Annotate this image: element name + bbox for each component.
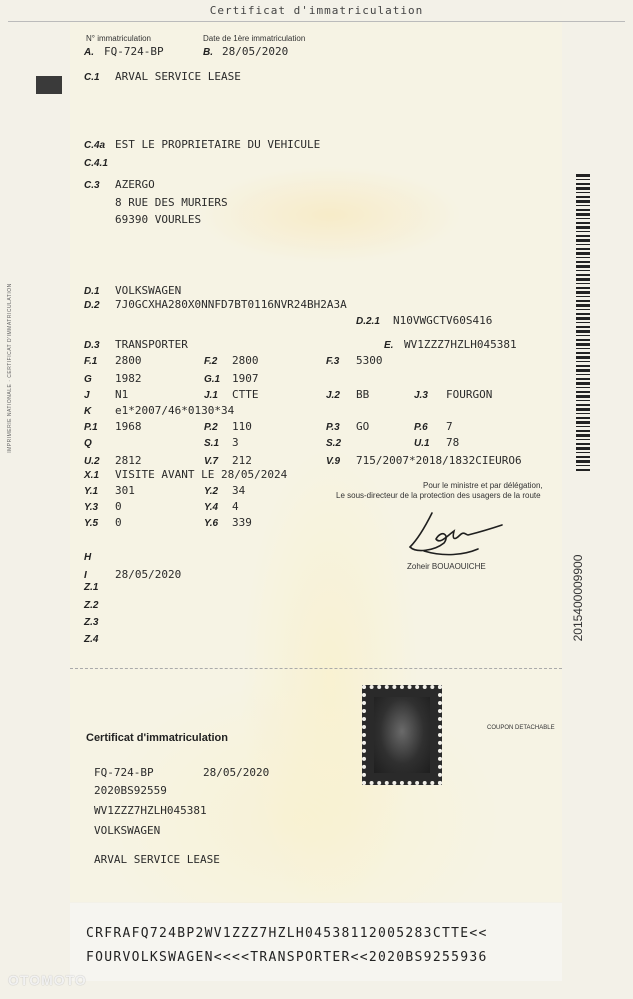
max-mass: 2800 [115, 354, 142, 367]
field-label-J3: J.3 [414, 390, 428, 401]
engine-capacity: 1968 [115, 420, 142, 433]
field-label-Y3: Y.3 [84, 502, 99, 513]
national-genre: CTTE [232, 388, 259, 401]
tax-y4: 4 [232, 500, 239, 513]
field-label-Y2: Y.2 [204, 486, 219, 497]
field-label-V9: V.9 [326, 456, 341, 467]
field-label-Z3: Z.3 [84, 617, 99, 628]
watermark-logo: OTOMOTO [8, 972, 87, 988]
field-label-D3: D.3 [84, 340, 100, 351]
field-label-Y5: Y.5 [84, 518, 99, 529]
combined-mass: 5300 [356, 354, 383, 367]
field-label-G: G [84, 374, 92, 385]
type-approval-number: e1*2007/46*0130*34 [115, 404, 235, 417]
coupon-date: 28/05/2020 [203, 766, 270, 779]
field-label-J1: J.1 [204, 390, 218, 401]
field-label-C4a: C.4a [84, 140, 106, 151]
field-label-S1: S.1 [204, 438, 220, 449]
tax-y3: 0 [115, 500, 122, 513]
address-line-3: 69390 VOURLES [115, 213, 202, 226]
certificate-date: 28/05/2020 [115, 568, 182, 581]
field-label-H: H [84, 552, 92, 563]
field-label-D1: D.1 [84, 286, 100, 297]
field-label-Z2: Z.2 [84, 600, 99, 611]
tax-y2: 34 [232, 484, 246, 497]
national-type-code: N10VWGCTV60S416 [393, 314, 493, 327]
field-label-U1: U.1 [414, 438, 430, 449]
fiscal-power: 7 [446, 420, 453, 433]
variant-code: 7J0GCXHA280X0NNFD7BT0116NVR24BH2A3A [115, 298, 347, 311]
field-label-E: E. [384, 340, 394, 351]
field-label-U2: U.2 [84, 456, 100, 467]
field-label-C41: C.4.1 [84, 158, 108, 169]
field-label-Y1: Y.1 [84, 486, 99, 497]
serial-number: 2015400009900 [571, 554, 585, 642]
coupon-formula-number: 2020BS92559 [94, 784, 167, 797]
mrz-line-2: FOURVOLKSWAGEN<<<<TRANSPORTER<<2020BS9255936 [86, 950, 488, 965]
field-label-A: A. [84, 47, 94, 58]
field-label-Y4: Y.4 [204, 502, 219, 513]
field-label-B: B. [203, 47, 213, 58]
reg-caption: N° immatriculation [86, 34, 151, 43]
black-marker [36, 76, 62, 94]
field-label-P3: P.3 [326, 422, 340, 433]
fuel-type: GO [356, 420, 370, 433]
field-label-S2: S.2 [326, 438, 342, 449]
field-label-X1: X.1 [84, 470, 100, 481]
body-code: BB [356, 388, 370, 401]
signatory-name: Zoheir BOUAOUICHE [407, 562, 486, 571]
field-label-F2: F.2 [204, 356, 218, 367]
seats: 3 [232, 436, 239, 449]
header-divider [8, 21, 625, 22]
model: TRANSPORTER [115, 338, 188, 351]
field-label-Z1: Z.1 [84, 582, 99, 593]
field-label-C3: C.3 [84, 180, 100, 191]
vehicle-category: N1 [115, 388, 129, 401]
engine-speed: 2812 [115, 454, 142, 467]
coupon-registration: FQ-724-BP [94, 766, 154, 779]
field-label-C1: C.1 [84, 72, 100, 83]
registration-number: FQ-724-BP [104, 45, 164, 58]
barcode [576, 174, 590, 472]
vin: WV1ZZZ7HZLH045381 [404, 338, 517, 351]
sound-level: 78 [446, 436, 460, 449]
owner-statement: EST LE PROPRIETAIRE DU VEHICULE [115, 138, 321, 151]
field-label-F1: F.1 [84, 356, 98, 367]
body-type: FOURGON [446, 388, 493, 401]
make: VOLKSWAGEN [115, 284, 182, 297]
environmental-class: 715/2007*2018/1832CIEURO6 [356, 454, 522, 467]
field-label-P1: P.1 [84, 422, 98, 433]
field-label-D21: D.2.1 [356, 316, 380, 327]
address-line-1: AZERGO [115, 178, 155, 191]
field-label-Q: Q [84, 438, 92, 449]
field-label-G1: G.1 [204, 374, 221, 385]
field-label-P6: P.6 [414, 422, 428, 433]
co2-emissions: 212 [232, 454, 252, 467]
field-label-V7: V.7 [204, 456, 219, 467]
service-mass: 2800 [232, 354, 259, 367]
coupon-vin: WV1ZZZ7HZLH045381 [94, 804, 207, 817]
address-line-2: 8 RUE DES MURIERS [115, 196, 228, 209]
field-label-D2: D.2 [84, 300, 100, 311]
tax-y5: 0 [115, 516, 122, 529]
inspection-due: VISITE AVANT LE 28/05/2024 [115, 468, 288, 481]
document-title: Certificat d'immatriculation [209, 4, 424, 17]
detachable-coupon-label: COUPON DETACHABLE [487, 725, 555, 731]
first-reg-date-caption: Date de 1ère immatriculation [203, 34, 306, 43]
field-label-Y6: Y.6 [204, 518, 219, 529]
authority-line-1: Pour le ministre et par délégation, [423, 481, 543, 490]
authority-line-2: Le sous-directeur de la protection des usagers de la route [336, 491, 541, 500]
tax-total: 339 [232, 516, 252, 529]
field-label-J2: J.2 [326, 390, 340, 401]
coupon-title: Certificat d'immatriculation [86, 732, 228, 744]
hologram-stamp [362, 685, 442, 785]
field-label-J: J [84, 390, 90, 401]
mrz-line-1: CRFRAFQ724BP2WV1ZZZ7HZLH04538112005283CTTE<< [86, 926, 488, 941]
field-label-K: K [84, 406, 92, 417]
field-label-I: I [84, 570, 87, 581]
engine-power: 110 [232, 420, 252, 433]
signature-icon [404, 505, 514, 565]
field-label-P2: P.2 [204, 422, 218, 433]
field-label-F3: F.3 [326, 356, 340, 367]
printer-vertical-text: IMPRIMERIE NATIONALE · CERTIFICAT D'IMMATRICULATION [7, 283, 13, 453]
perforation-line [70, 668, 562, 669]
tax-y1: 301 [115, 484, 135, 497]
field-label-Z4: Z.4 [84, 634, 99, 645]
first-registration-date: 28/05/2020 [222, 45, 289, 58]
coupon-holder: ARVAL SERVICE LEASE [94, 853, 220, 866]
holder-name: ARVAL SERVICE LEASE [115, 70, 241, 83]
empty-mass: 1907 [232, 372, 259, 385]
coupon-make: VOLKSWAGEN [94, 824, 161, 837]
mrz-band [70, 903, 562, 981]
mass-in-service: 1982 [115, 372, 142, 385]
